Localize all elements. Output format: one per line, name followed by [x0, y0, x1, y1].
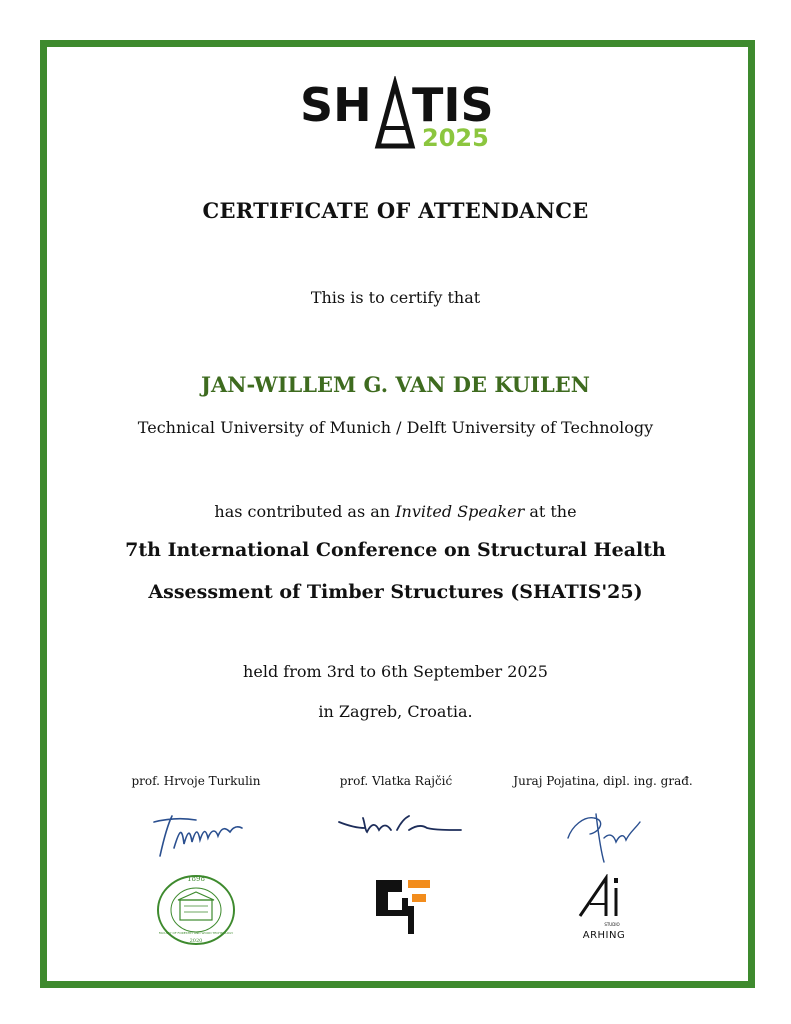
certify-intro: This is to certify that	[310, 288, 481, 307]
seal-year-bottom: 2020	[189, 938, 203, 944]
recipient-affiliation: Technical University of Munich / Delft University of Technology	[137, 418, 654, 437]
signature-1	[150, 808, 250, 864]
shatis-logo-year: 2025	[422, 124, 489, 152]
contribution-line	[0, 502, 791, 521]
arhing-small-text: STUDIO	[604, 922, 620, 927]
gf-faculty-logo-icon	[372, 876, 436, 938]
shatis-logo-tis: TIS	[412, 78, 494, 132]
conference-place: in Zagreb, Croatia.	[318, 702, 473, 721]
seal-ring-text: FACULTY OF FORESTRY AND WOOD TECHNOLOGY	[158, 931, 234, 935]
signatory-1-name: prof. Hrvoje Turkulin	[131, 774, 261, 788]
conference-name-line2: Assessment of Timber Structures (SHATIS'25)	[148, 581, 643, 603]
certificate-title: CERTIFICATE OF ATTENDANCE	[202, 198, 589, 223]
contribution-after: at the	[529, 502, 577, 521]
seal-year-top: 1898	[187, 875, 205, 883]
signature-2	[335, 808, 465, 848]
shatis-logo	[300, 76, 500, 158]
shatis-logo-sh: SH	[300, 78, 372, 132]
recipient-name: JAN-WILLEM G. VAN DE KUILEN	[201, 372, 590, 397]
conference-name-line1: 7th International Conference on Structural Health	[125, 539, 666, 561]
contribution-role: Invited Speaker	[395, 502, 525, 521]
conference-dates: held from 3rd to 6th September 2025	[243, 662, 548, 681]
signatory-3-name: Juraj Pojatina, dipl. ing. građ.	[513, 774, 693, 788]
signature-3	[560, 808, 660, 868]
faculty-seal-icon	[154, 872, 238, 948]
arhing-studio-logo-icon	[576, 874, 636, 944]
signatory-2-name: prof. Vlatka Rajčić	[339, 774, 453, 788]
arhing-word: ARHING	[582, 930, 626, 941]
contribution-before: has contributed as an	[214, 502, 391, 521]
